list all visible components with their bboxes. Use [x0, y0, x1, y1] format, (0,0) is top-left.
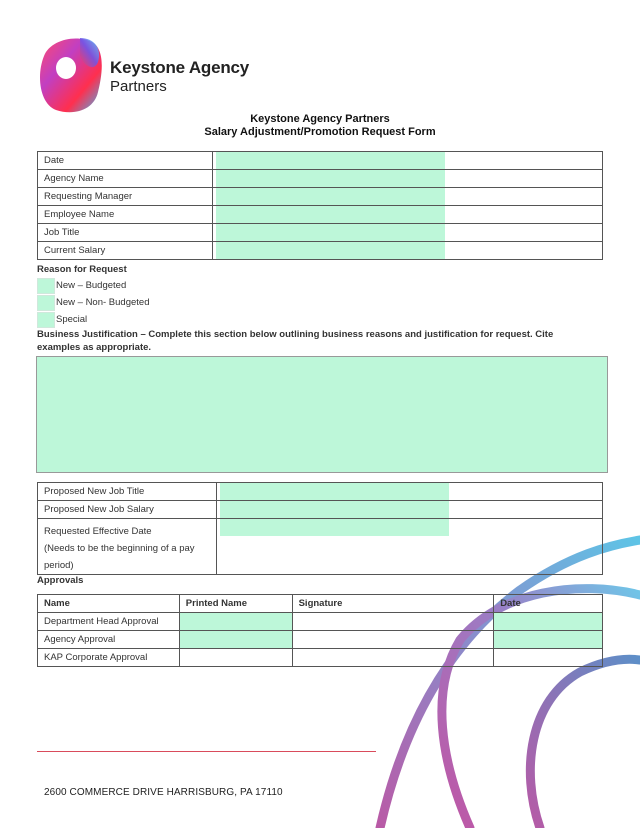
table-row — [38, 613, 603, 631]
proposal-table — [37, 482, 603, 575]
business-justification-textarea[interactable] — [36, 356, 608, 473]
date-field[interactable] — [212, 152, 602, 170]
brand-subname: Partners — [110, 78, 167, 95]
kap-corporate-printed-name-field[interactable] — [179, 649, 292, 667]
field-label-effective-date: Requested Effective Date — [44, 526, 152, 537]
proposed-salary-field[interactable] — [216, 501, 602, 519]
request-info-table — [37, 151, 603, 260]
special-checkbox[interactable] — [37, 312, 55, 328]
table-row — [38, 242, 603, 260]
table-row — [38, 188, 603, 206]
table-row — [38, 224, 603, 242]
job-title-field[interactable] — [212, 224, 602, 242]
table-row — [38, 501, 603, 519]
table-header-row — [38, 595, 603, 613]
employee-name-field[interactable] — [212, 206, 602, 224]
approval-row-kap-corporate: KAP Corporate Approval — [38, 649, 180, 667]
approvals-table — [37, 594, 603, 667]
form-title: Salary Adjustment/Promotion Request Form — [204, 126, 436, 138]
kap-corporate-signature-field[interactable] — [292, 649, 494, 667]
table-row — [38, 631, 603, 649]
non-budgeted-checkbox[interactable] — [37, 295, 55, 311]
field-label-agency-name: Agency Name — [38, 170, 213, 188]
agency-signature-field[interactable] — [292, 631, 494, 649]
table-row — [38, 649, 603, 667]
agency-name-field[interactable] — [212, 170, 602, 188]
department-head-printed-name-field[interactable] — [179, 613, 292, 631]
business-justification-instructions: Business Justification – Complete this section below outlining business reasons and justification for request. Cite examples as appropriate. — [37, 329, 554, 353]
agency-date-field[interactable] — [494, 631, 603, 649]
table-row — [38, 170, 603, 188]
field-label-current-salary: Current Salary — [38, 242, 213, 260]
field-label-job-title: Job Title — [38, 224, 213, 242]
approval-row-agency: Agency Approval — [38, 631, 180, 649]
reason-heading: Reason for Request — [37, 264, 127, 275]
effective-date-field[interactable] — [216, 519, 602, 575]
table-row — [38, 519, 603, 575]
kap-corporate-date-field[interactable] — [494, 649, 603, 667]
column-header-name: Name — [38, 595, 180, 613]
requesting-manager-field[interactable] — [212, 188, 602, 206]
brand-name: Keystone Agency — [110, 58, 250, 77]
column-header-signature: Signature — [292, 595, 494, 613]
effective-date-note: (Needs to be the beginning of a pay — [44, 543, 195, 554]
field-label-employee-name: Employee Name — [38, 206, 213, 224]
department-head-signature-field[interactable] — [292, 613, 494, 631]
form-title-org: Keystone Agency Partners — [250, 113, 390, 125]
effective-date-label-cell — [38, 519, 217, 575]
agency-printed-name-field[interactable] — [179, 631, 292, 649]
current-salary-field[interactable] — [212, 242, 602, 260]
table-row — [38, 152, 603, 170]
approval-row-department-head: Department Head Approval — [38, 613, 180, 631]
field-label-proposed-job-title: Proposed New Job Title — [38, 483, 217, 501]
field-label-requesting-manager: Requesting Manager — [38, 188, 213, 206]
column-header-date: Date — [494, 595, 603, 613]
department-head-date-field[interactable] — [494, 613, 603, 631]
reason-option-label: Special — [56, 314, 88, 325]
budgeted-checkbox[interactable] — [37, 278, 55, 294]
brand-wordmark — [110, 58, 249, 95]
footer-divider — [37, 751, 376, 752]
field-label-date: Date — [38, 152, 213, 170]
approvals-heading: Approvals — [37, 575, 84, 586]
footer-address: 2600 COMMERCE DRIVE HARRISBURG, PA 17110 — [44, 787, 283, 798]
table-row — [38, 206, 603, 224]
reason-option-label: New – Non- Budgeted — [56, 297, 150, 308]
effective-date-note-cont: period) — [44, 560, 74, 571]
keystone-logo-icon — [36, 36, 106, 116]
table-row — [38, 483, 603, 501]
column-header-printed-name: Printed Name — [179, 595, 292, 613]
field-label-proposed-salary: Proposed New Job Salary — [38, 501, 217, 519]
reason-option-label: New – Budgeted — [56, 280, 127, 291]
proposed-job-title-field[interactable] — [216, 483, 602, 501]
